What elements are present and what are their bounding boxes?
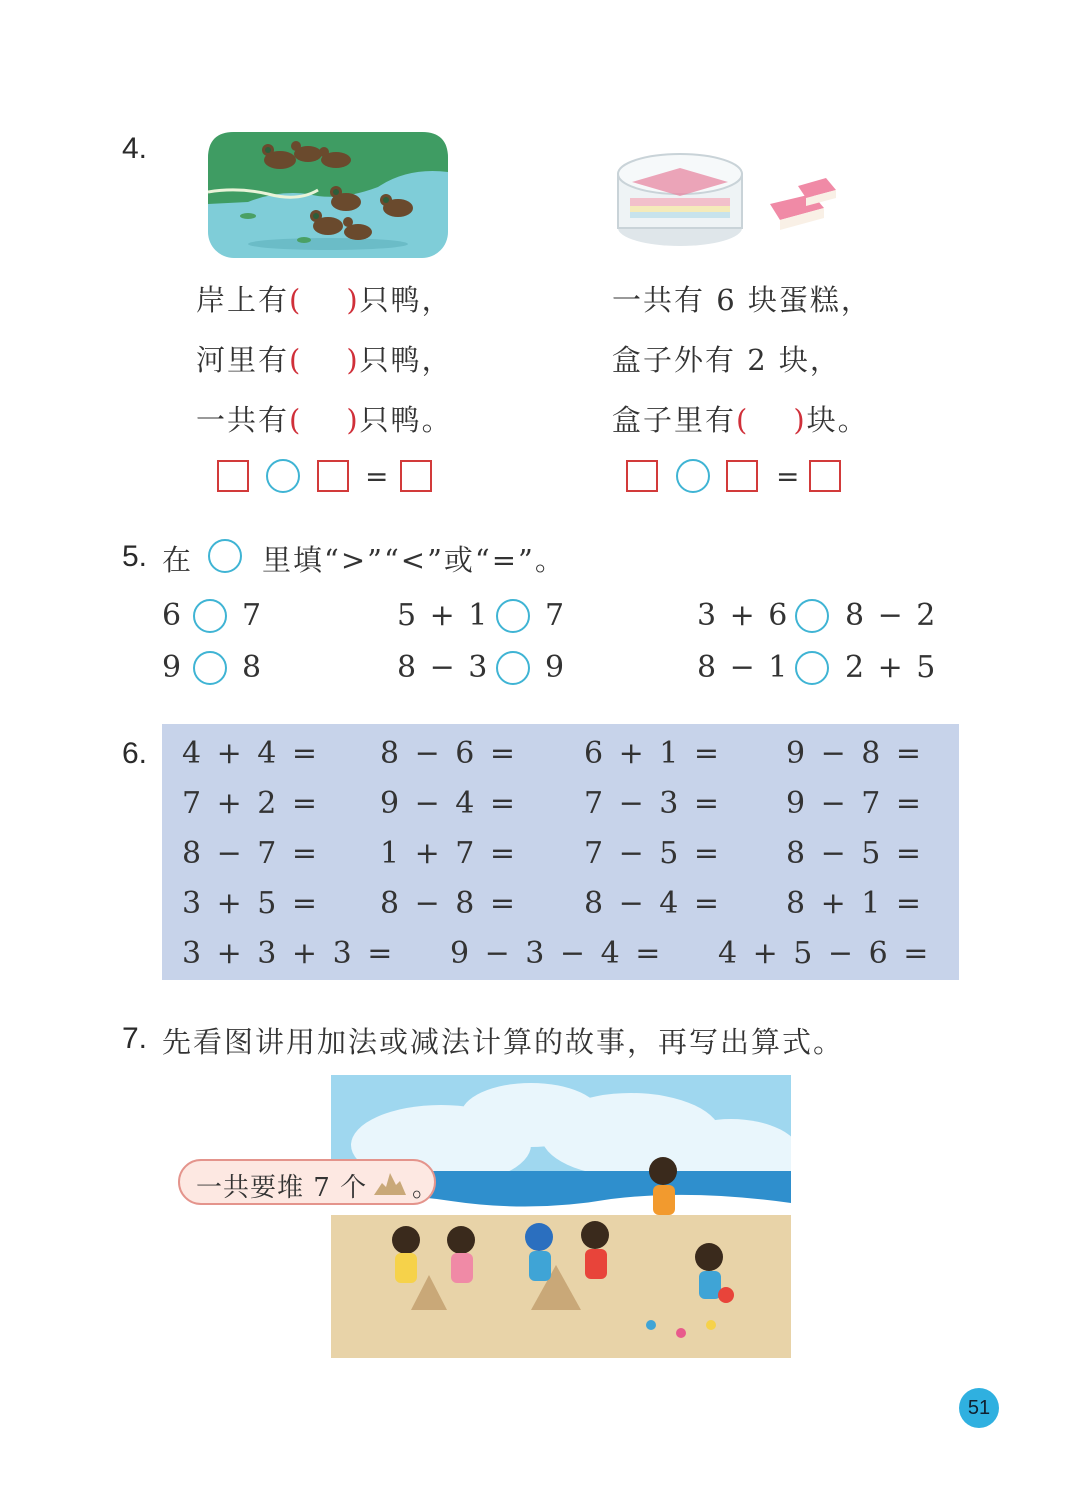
arithmetic-problem: 4 + 5 − 6 = [718, 936, 929, 971]
arithmetic-problem: 7 + 2 = [182, 786, 318, 821]
ducks-line-2 [196, 338, 453, 379]
cake-line-2: 盒子外有 2 块， [612, 343, 841, 377]
compare-right-expr: 8 − 2 [845, 598, 938, 633]
compare-right-expr: 7 [545, 598, 567, 633]
compare-left-expr: 6 [162, 598, 184, 633]
answer-paren-open: ( [736, 403, 750, 437]
arithmetic-problem: 9 − 7 = [786, 786, 922, 821]
cake-line-3 [612, 398, 869, 439]
ducks-line-text: 岸上有 [196, 283, 290, 317]
arithmetic-problem: 8 − 8 = [380, 886, 516, 921]
cake-line-3-unit: 块。 [806, 403, 869, 437]
question-5-number: 5. [122, 540, 148, 573]
cake-box-illustration [612, 138, 848, 256]
ducks-line-unit: 只鸭。 [359, 403, 453, 437]
arithmetic-problem: 9 − 8 = [786, 736, 922, 771]
cake-line-3-text: 盒子里有 [612, 403, 737, 437]
operator-circle[interactable] [266, 459, 300, 493]
cake-line-1: 一共有 6 块蛋糕， [612, 283, 872, 317]
compare-right-expr: 2 + 5 [845, 650, 938, 685]
arithmetic-problem: 8 − 5 = [786, 836, 922, 871]
arithmetic-problem: 8 − 6 = [380, 736, 516, 771]
speech-bubble [178, 1159, 439, 1205]
answer-paren-close: ) [346, 343, 360, 377]
answer-paren-close: ) [793, 403, 807, 437]
compare-left-expr: 8 − 1 [697, 650, 790, 685]
compare-left-expr: 5 + 1 [397, 598, 490, 633]
ducks-line-1 [196, 278, 453, 319]
equation-box[interactable] [626, 460, 658, 492]
compare-answer-circle[interactable] [795, 651, 829, 685]
compare-right-expr: 9 [545, 650, 567, 685]
compare-right-expr: 7 [242, 598, 264, 633]
arithmetic-problem: 8 − 7 = [182, 836, 318, 871]
arithmetic-problem: 9 − 3 − 4 = [450, 936, 661, 971]
answer-paren-close: ) [346, 403, 360, 437]
compare-left-expr: 8 − 3 [397, 650, 490, 685]
arithmetic-problem: 7 − 3 = [584, 786, 720, 821]
equation-result-box[interactable] [809, 460, 841, 492]
arithmetic-problem: 8 − 4 = [584, 886, 720, 921]
ducks-line-3 [196, 398, 453, 439]
equation-box[interactable] [217, 460, 249, 492]
arithmetic-problem: 9 − 4 = [380, 786, 516, 821]
compare-answer-circle[interactable] [795, 599, 829, 633]
arithmetic-problem: 4 + 4 = [182, 736, 318, 771]
answer-paren-open: ( [289, 403, 303, 437]
ducks-line-text: 一共有 [196, 403, 290, 437]
answer-paren-close: ) [346, 283, 360, 317]
arithmetic-problem: 6 + 1 = [584, 736, 720, 771]
ducks-line-unit: 只鸭， [359, 283, 453, 317]
compare-answer-circle[interactable] [496, 651, 530, 685]
question-4-number: 4. [122, 132, 148, 165]
compare-answer-circle[interactable] [496, 599, 530, 633]
equals-sign: = [365, 460, 389, 493]
question-5-instruction-start: 在 [162, 543, 194, 577]
operator-circle[interactable] [676, 459, 710, 493]
sandcastle-icon [372, 1167, 408, 1197]
compare-left-expr: 9 [162, 650, 184, 685]
equation-box[interactable] [726, 460, 758, 492]
arithmetic-problem: 7 − 5 = [584, 836, 720, 871]
page-number-badge: 51 [959, 1388, 999, 1428]
answer-paren-open: ( [289, 343, 303, 377]
compare-answer-circle[interactable] [193, 651, 227, 685]
speech-bubble-text: 一共要堆 7 个 [196, 1173, 368, 1203]
speech-bubble-end: 。 [412, 1173, 439, 1203]
question-5-instruction: 里填“>”“<”或“=”。 [262, 543, 566, 577]
arithmetic-problem: 1 + 7 = [380, 836, 516, 871]
duck-pond-illustration [208, 132, 448, 258]
compare-right-expr: 8 [242, 650, 264, 685]
compare-answer-circle[interactable] [193, 599, 227, 633]
question-7-number: 7. [122, 1022, 148, 1055]
arithmetic-problem: 3 + 3 + 3 = [182, 936, 393, 971]
ducks-line-text: 河里有 [196, 343, 290, 377]
arithmetic-problem: 8 + 1 = [786, 886, 922, 921]
question-6-number: 6. [122, 737, 148, 770]
equals-sign: = [776, 460, 800, 493]
equation-box[interactable] [317, 460, 349, 492]
arithmetic-problem: 3 + 5 = [182, 886, 318, 921]
question-7-instruction: 先看图讲用加法或减法计算的故事，再写出算式。 [162, 1025, 845, 1059]
compare-left-expr: 3 + 6 [697, 598, 790, 633]
equation-result-box[interactable] [400, 460, 432, 492]
compare-circle-example [208, 539, 242, 573]
ducks-line-unit: 只鸭， [359, 343, 453, 377]
answer-paren-open: ( [289, 283, 303, 317]
beach-sandcastle-illustration [331, 1075, 791, 1358]
